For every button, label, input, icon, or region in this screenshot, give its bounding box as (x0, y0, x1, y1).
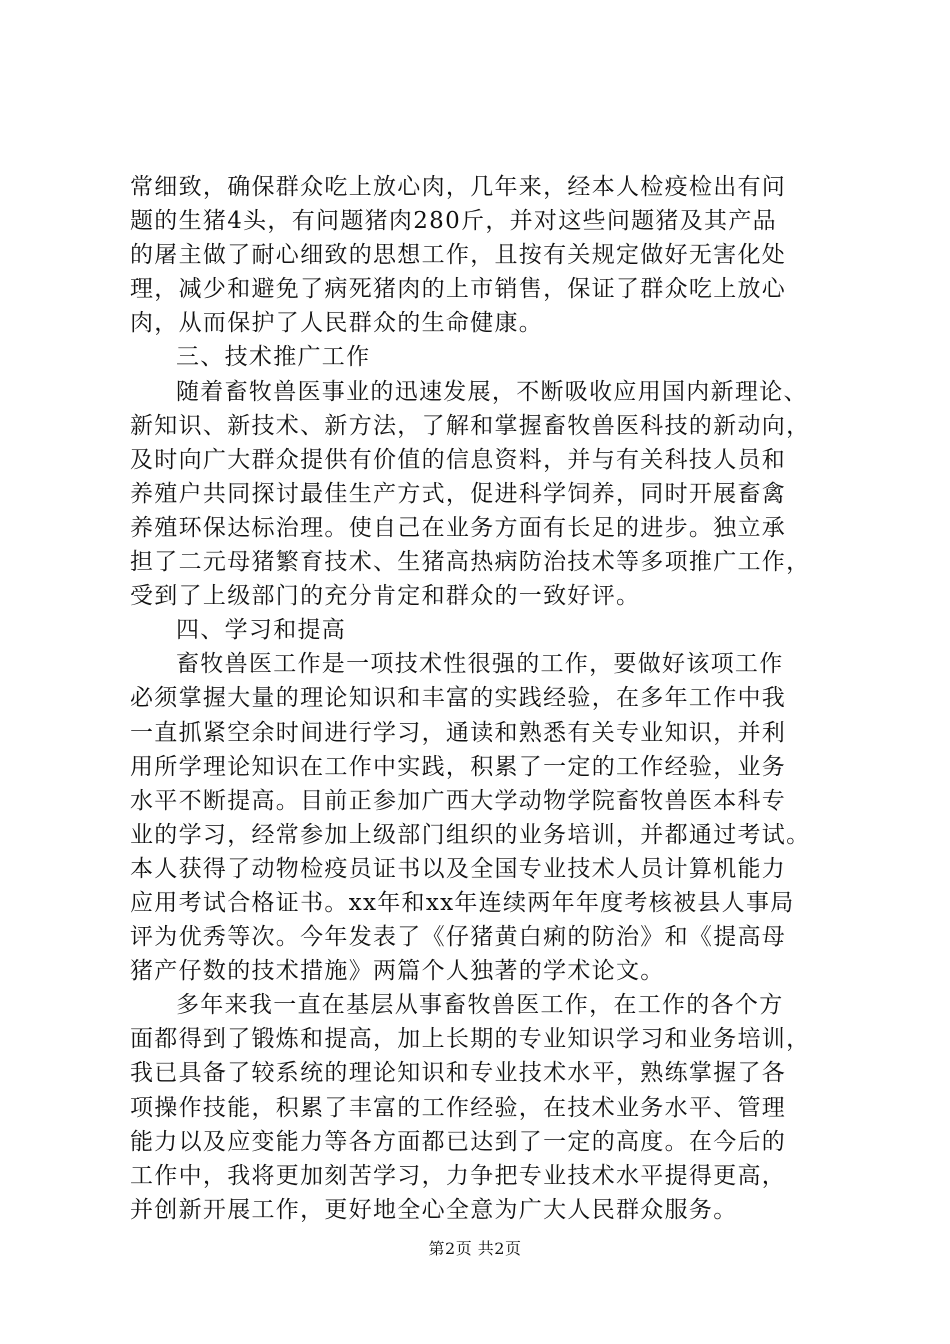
text-line: 必须掌握大量的理论知识和丰富的实践经验，在多年工作中我 (130, 685, 787, 712)
text-line: 我已具备了较系统的理论知识和专业技术水平，熟练掌握了各 (130, 1060, 787, 1087)
paragraph-start-line: 四、学习和提高 (176, 617, 347, 644)
text-line: 一直抓紧空余时间进行学习，通读和熟悉有关专业知识，并利 (130, 719, 787, 746)
text-line: 受到了上级部门的充分肯定和群众的一致好评。 (130, 583, 641, 610)
paragraph-start-line: 多年来我一直在基层从事畜牧兽医工作，在工作的各个方 (176, 992, 784, 1019)
text-line: 及时向广大群众提供有价值的信息资料，并与有关科技人员和 (130, 446, 787, 473)
document-body (130, 170, 830, 1227)
text-line: 应用考试合格证书。xx年和xx年连续两年年度考核被县人事局 (130, 889, 795, 916)
text-line: 水平不断提高。目前正参加广西大学动物学院畜牧兽医本科专 (130, 787, 787, 814)
text-line: 理，减少和避免了病死猪肉的上市销售，保证了群众吃上放心 (130, 276, 787, 303)
page-footer: 第2页 共2页 (428, 1239, 522, 1258)
text-line: 新知识、新技术、新方法，了解和掌握畜牧兽医科技的新动向， (130, 412, 811, 439)
text-line: 常细致，确保群众吃上放心肉，几年来，经本人检疫检出有问 (130, 174, 787, 200)
text-line: 养殖户共同探讨最佳生产方式，促进科学饲养，同时开展畜禽 (130, 480, 787, 507)
text-line: 能力以及应变能力等各方面都已达到了一定的高度。在今后的 (130, 1128, 787, 1155)
text-line: 本人获得了动物检疫员证书以及全国专业技术人员计算机能力 (130, 855, 787, 882)
text-line: 担了二元母猪繁育技术、生猪高热病防治技术等多项推广工作， (130, 549, 811, 576)
text-line: 的屠主做了耐心细致的思想工作，且按有关规定做好无害化处 (130, 242, 787, 269)
text-line: 肉，从而保护了人民群众的生命健康。 (130, 310, 544, 337)
paragraph-start-line: 三、技术推广工作 (176, 344, 371, 371)
text-line: 业的学习，经常参加上级部门组织的业务培训，并都通过考试。 (130, 821, 811, 848)
text-line: 题的生猪4头，有问题猪肉280斤，并对这些问题猪及其产品 (130, 208, 777, 235)
text-line: 面都得到了锻炼和提高，加上长期的专业知识学习和业务培训， (130, 1026, 811, 1053)
paragraph-start-line: 畜牧兽医工作是一项技术性很强的工作，要做好该项工作 (176, 651, 784, 678)
text-line: 养殖环保达标治理。使自己在业务方面有长足的进步。独立承 (130, 514, 787, 541)
text-line: 猪产仔数的技术措施》两篇个人独著的学术论文。 (130, 958, 665, 985)
text-line: 评为优秀等次。今年发表了《仔猪黄白痢的防治》和《提高母 (130, 924, 787, 951)
text-line: 项操作技能，积累了丰富的工作经验，在技术业务水平、管理 (130, 1094, 787, 1121)
paragraph-start-line: 随着畜牧兽医事业的迅速发展，不断吸收应用国内新理论、 (176, 378, 808, 405)
text-line: 用所学理论知识在工作中实践，积累了一定的工作经验，业务 (130, 753, 787, 780)
text-line: 并创新开展工作，更好地全心全意为广大人民群众服务。 (130, 1196, 738, 1223)
text-line: 工作中，我将更加刻苦学习，力争把专业技术水平提得更高， (130, 1162, 787, 1189)
